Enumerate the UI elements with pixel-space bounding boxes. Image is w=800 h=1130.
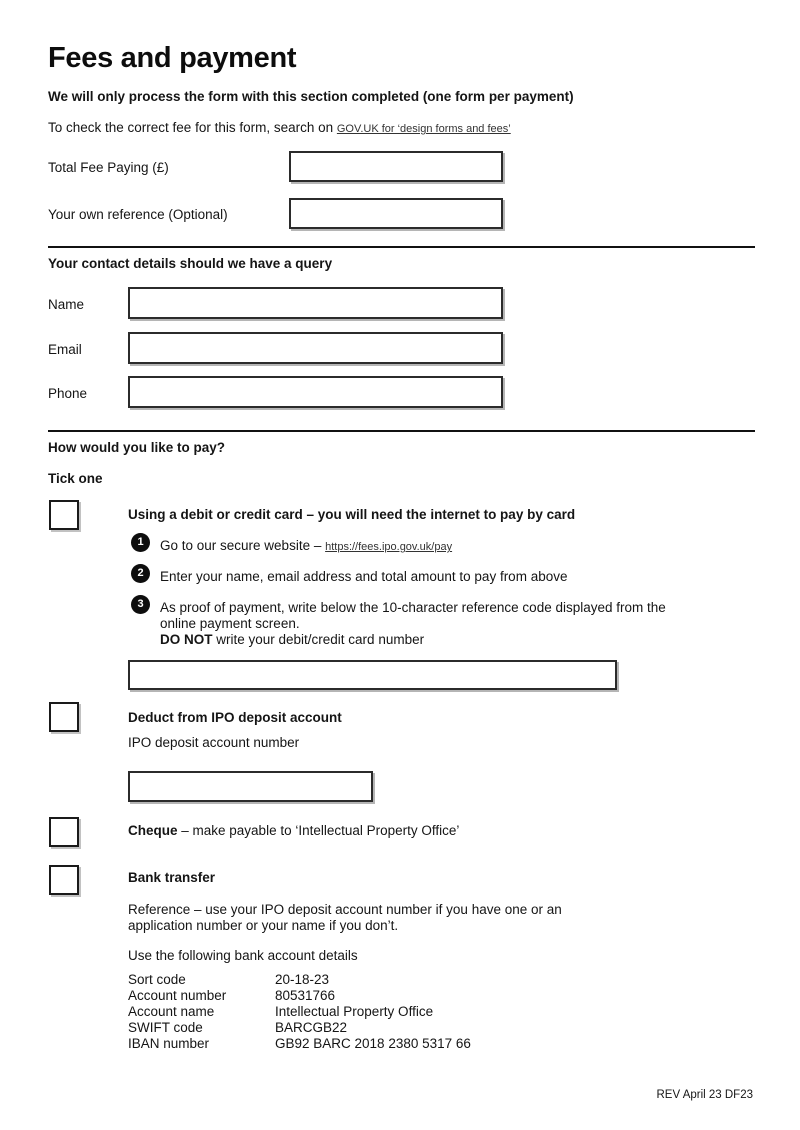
payment-reference-input[interactable] <box>128 660 617 690</box>
bank-detail-value: Intellectual Property Office <box>275 1004 434 1019</box>
card-option-label: Using a debit or credit card – you will need the internet to pay by card <box>128 507 576 522</box>
step-3-text <box>160 600 676 648</box>
bank-detail-label: IBAN number <box>128 1036 210 1051</box>
email-input[interactable] <box>128 332 503 364</box>
intro-note: We will only process the form with this section completed (one form per payment) <box>48 89 574 104</box>
bank-details-table <box>128 972 471 1052</box>
name-input[interactable] <box>128 287 503 319</box>
bank-detail-row <box>128 1036 471 1052</box>
deposit-account-label: IPO deposit account number <box>128 735 300 750</box>
own-reference-input[interactable] <box>289 198 503 229</box>
bank-detail-label: SWIFT code <box>128 1020 203 1035</box>
phone-label: Phone <box>48 386 88 401</box>
bank-detail-label: Sort code <box>128 972 186 987</box>
section-divider <box>48 430 755 432</box>
tick-one-label: Tick one <box>48 471 103 486</box>
bank-detail-row <box>128 1004 471 1020</box>
total-fee-input[interactable] <box>289 151 503 182</box>
bank-reference-note: Reference – use your IPO deposit account number if you have one or an application number or your name if you don’t. <box>128 902 562 933</box>
fee-check-text: To check the correct fee for this form, search on <box>48 120 337 135</box>
bank-detail-value: 80531766 <box>275 988 336 1003</box>
step-1-instruction: Go to our secure website – <box>160 538 326 553</box>
deposit-option-label: Deduct from IPO deposit account <box>128 710 342 725</box>
step-2-badge: 2 <box>131 564 150 583</box>
total-fee-label: Total Fee Paying (£) <box>48 160 169 175</box>
name-label: Name <box>48 297 85 312</box>
bank-detail-row <box>128 1020 471 1036</box>
step-3-warning <box>160 632 676 648</box>
deposit-account-input[interactable] <box>128 771 373 802</box>
own-reference-label: Your own reference (Optional) <box>48 207 228 222</box>
fees-pay-link[interactable]: https://fees.ipo.gov.uk/pay <box>325 541 453 553</box>
step-1-text <box>160 538 452 555</box>
step-3-instruction: As proof of payment, write below the 10-character reference code displayed from the online payment screen. <box>160 600 666 631</box>
pay-heading: How would you like to pay? <box>48 440 226 455</box>
step-3-warning-bold: DO NOT <box>160 632 213 647</box>
cheque-label-rest: – make payable to ‘Intellectual Property Office’ <box>177 823 460 838</box>
deposit-checkbox[interactable] <box>49 702 79 732</box>
bank-detail-row <box>128 988 471 1004</box>
bank-details-intro: Use the following bank account details <box>128 948 358 963</box>
bank-detail-label: Account number <box>128 988 227 1003</box>
page-title: Fees and payment <box>48 42 297 74</box>
step-2-text: Enter your name, email address and total amount to pay from above <box>160 569 568 584</box>
bank-detail-value: 20-18-23 <box>275 972 330 987</box>
bank-detail-value: BARCGB22 <box>275 1020 348 1035</box>
gov-uk-fees-link[interactable]: GOV.UK for ‘design forms and fees’ <box>336 123 511 135</box>
bank-transfer-label: Bank transfer <box>128 870 216 885</box>
fee-check-line <box>48 120 511 137</box>
card-checkbox[interactable] <box>49 500 79 530</box>
bank-detail-row <box>128 972 471 988</box>
cheque-label-bold: Cheque <box>128 823 178 838</box>
step-1-badge: 1 <box>131 533 150 552</box>
email-label: Email <box>48 342 82 357</box>
cheque-option-label <box>128 823 459 839</box>
bank-detail-value: GB92 BARC 2018 2380 5317 66 <box>275 1036 471 1051</box>
bank-transfer-checkbox[interactable] <box>49 865 79 895</box>
step-3-warning-rest: write your debit/credit card number <box>212 632 425 647</box>
bank-detail-label: Account name <box>128 1004 215 1019</box>
cheque-checkbox[interactable] <box>49 817 79 847</box>
step-3-badge: 3 <box>131 595 150 614</box>
revision-label: REV April 23 DF23 <box>656 1089 753 1101</box>
section-divider <box>48 246 755 248</box>
contact-heading: Your contact details should we have a query <box>48 256 333 271</box>
phone-input[interactable] <box>128 376 503 408</box>
